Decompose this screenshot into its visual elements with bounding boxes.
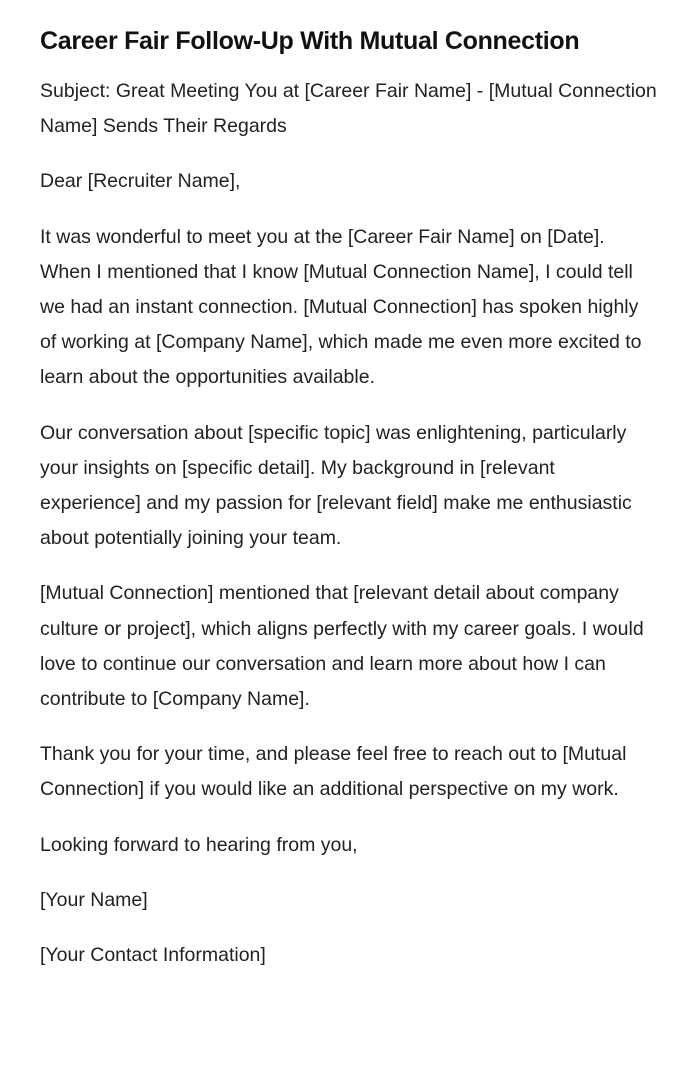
subject-line: Subject: Great Meeting You at [Career Fair Name] - [Mutual Connection Name] Sends Their Regards [40, 80, 657, 138]
body-paragraph: It was wonderful to meet you at the [Career Fair Name] on [Date]. When I mentioned that I know [Mutual Connection Name], I could tell we had an instant connection. [Mutual Connection] has spoken highly of working at [Company Name], which made me even more excited to learn about the opportunities available. [40, 225, 642, 389]
body-paragraph: Thank you for your time, and please feel free to reach out to [Mutual Connection] if you would like an additional perspective on my work. [40, 743, 627, 801]
signature-name: [Your Name] [40, 888, 148, 911]
body-paragraph: Our conversation about [specific topic] was enlightening, particularly your insights on [specific detail]. My background in [relevant experience] and my passion for [relevant field] make me enthusiastic about potentially joining your team. [40, 421, 632, 550]
closing: Looking forward to hearing from you, [40, 833, 358, 856]
signature-contact: [Your Contact Information] [40, 944, 266, 967]
page-title: Career Fair Follow-Up With Mutual Connection [40, 27, 580, 55]
body-paragraph: [Mutual Connection] mentioned that [relevant detail about company culture or project], which aligns perfectly with my career goals. I would love to continue our conversation and learn more about how I can contribute to [Company Name]. [40, 582, 644, 711]
salutation: Dear [Recruiter Name], [40, 170, 241, 193]
